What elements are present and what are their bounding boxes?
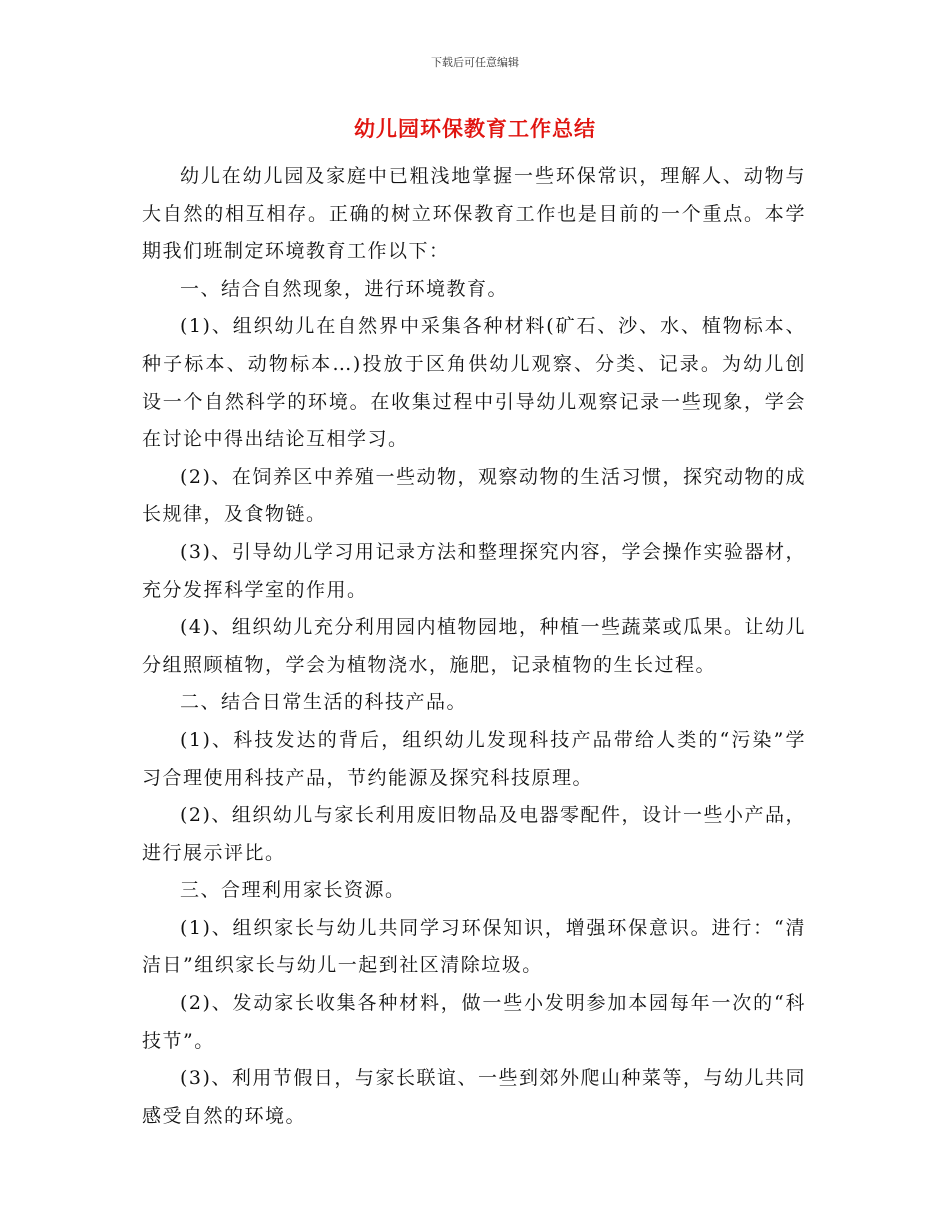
paragraph-item: (2)、发动家长收集各种材料，做一些小发明参加本园每年一次的“科技节”。 [142, 992, 806, 1052]
paragraph-item: (1)、组织幼儿在自然界中采集各种材料(矿石、沙、水、植物标本、种子标本、动物标本…)投放于区角供幼儿观察、分类、记录。为幼儿创设一个自然科学的环境。在收集过程中引导幼儿观察记录一些现象，学会在讨论中得出结论互相学习。 [142, 315, 806, 451]
section-heading-1: 一、结合自然现象，进行环境教育。 [180, 277, 509, 300]
section-heading-2: 二、结合日常生活的科技产品。 [180, 691, 468, 714]
header-note: 下载后可任意编辑 [431, 56, 519, 69]
document-title: 幼儿园环保教育工作总结 [354, 116, 596, 141]
document-body [142, 158, 806, 1135]
paragraph-item: (3)、引导幼儿学习用记录方法和整理探究内容，学会操作实验器材，充分发挥科学室的作用。 [142, 540, 806, 601]
paragraph-item: (2)、在饲养区中养殖一些动物，观察动物的生活习惯，探究动物的成长规律，及食物链。 [142, 465, 806, 526]
paragraph-item: (4)、组织幼儿充分利用园内植物园地，种植一些蔬菜或瓜果。让幼儿分组照顾植物，学会为植物浇水，施肥，记录植物的生长过程。 [142, 616, 806, 676]
paragraph-item: (1)、组织家长与幼儿共同学习环保知识，增强环保意识。进行：“清洁日”组织家长与幼儿一起到社区清除垃圾。 [142, 916, 806, 977]
paragraph-item: (3)、利用节假日，与家长联谊、一些到郊外爬山种菜等，与幼儿共同感受自然的环境。 [142, 1067, 806, 1127]
paragraph-item: (1)、科技发达的背后，组织幼儿发现科技产品带给人类的“污染”学习合理使用科技产品，节约能源及探究科技原理。 [142, 728, 806, 789]
section-heading-3: 三、合理利用家长资源。 [180, 879, 406, 902]
paragraph-item: (2)、组织幼儿与家长利用废旧物品及电器零配件，设计一些小产品，进行展示评比。 [142, 804, 806, 864]
paragraph-intro: 幼儿在幼儿园及家庭中已粗浅地掌握一些环保常识，理解人、动物与大自然的相互相存。正确的树立环保教育工作也是目前的一个重点。本学期我们班制定环境教育工作以下： [142, 165, 806, 263]
